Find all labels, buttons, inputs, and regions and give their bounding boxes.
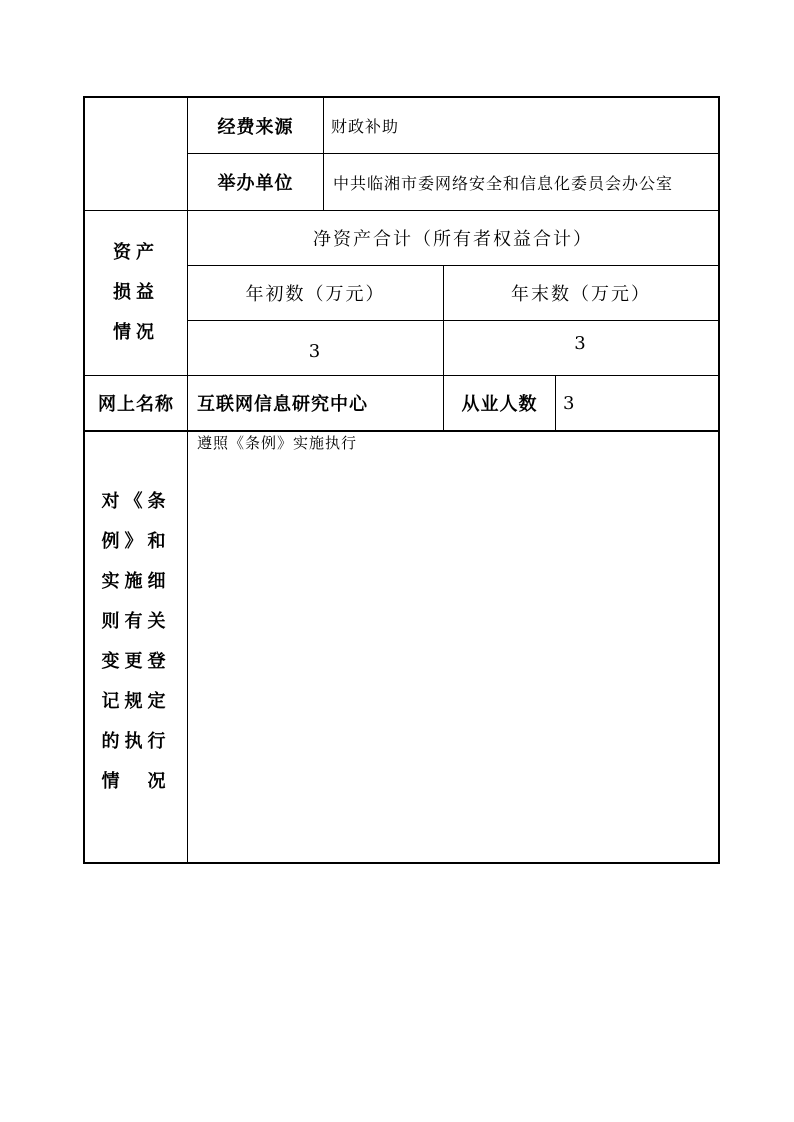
table-border-right [718, 96, 720, 864]
compliance-label-line: 的执行 [101, 731, 171, 752]
compliance-label-line: 实施细 [101, 571, 171, 592]
table-border-bottom [83, 862, 720, 864]
assets-label-line: 情况 [113, 322, 159, 343]
end-year-label: 年末数（万元） [511, 284, 651, 305]
assets-label-line: 损益 [113, 282, 159, 303]
registration-table [83, 96, 720, 864]
organizer-value: 中共临湘市委网络安全和信息化委员会办公室 [333, 173, 674, 193]
compliance-label-line: 记规定 [101, 691, 171, 712]
begin-year-value: 3 [308, 341, 323, 362]
online-name-label: 网上名称 [98, 394, 174, 415]
funding-label: 经费来源 [217, 116, 294, 138]
rule-header-label-value [323, 96, 324, 210]
assets-section-label [85, 211, 187, 375]
compliance-label-line: 变更登 [101, 651, 171, 672]
staff-count-value: 3 [563, 392, 576, 414]
assets-label-line: 资产 [113, 242, 159, 263]
compliance-label-line: 则有关 [101, 611, 171, 632]
compliance-label-line: 对《条 [101, 491, 171, 512]
rule-staff-split [555, 375, 556, 431]
staff-count-label: 从业人数 [461, 394, 538, 415]
compliance-section-label [85, 482, 187, 810]
compliance-value: 遵照《条例》实施执行 [197, 434, 358, 452]
online-name-value: 互联网信息研究中心 [197, 394, 368, 415]
begin-year-label: 年初数（万元） [245, 284, 386, 305]
compliance-label-line: 例》和 [101, 531, 171, 552]
organizer-label: 举办单位 [217, 173, 294, 194]
funding-value: 财政补助 [331, 117, 400, 136]
net-assets-header: 净资产合计（所有者权益合计） [313, 229, 593, 250]
end-year-value: 3 [574, 332, 588, 354]
compliance-label-line: 情 况 [101, 771, 171, 792]
